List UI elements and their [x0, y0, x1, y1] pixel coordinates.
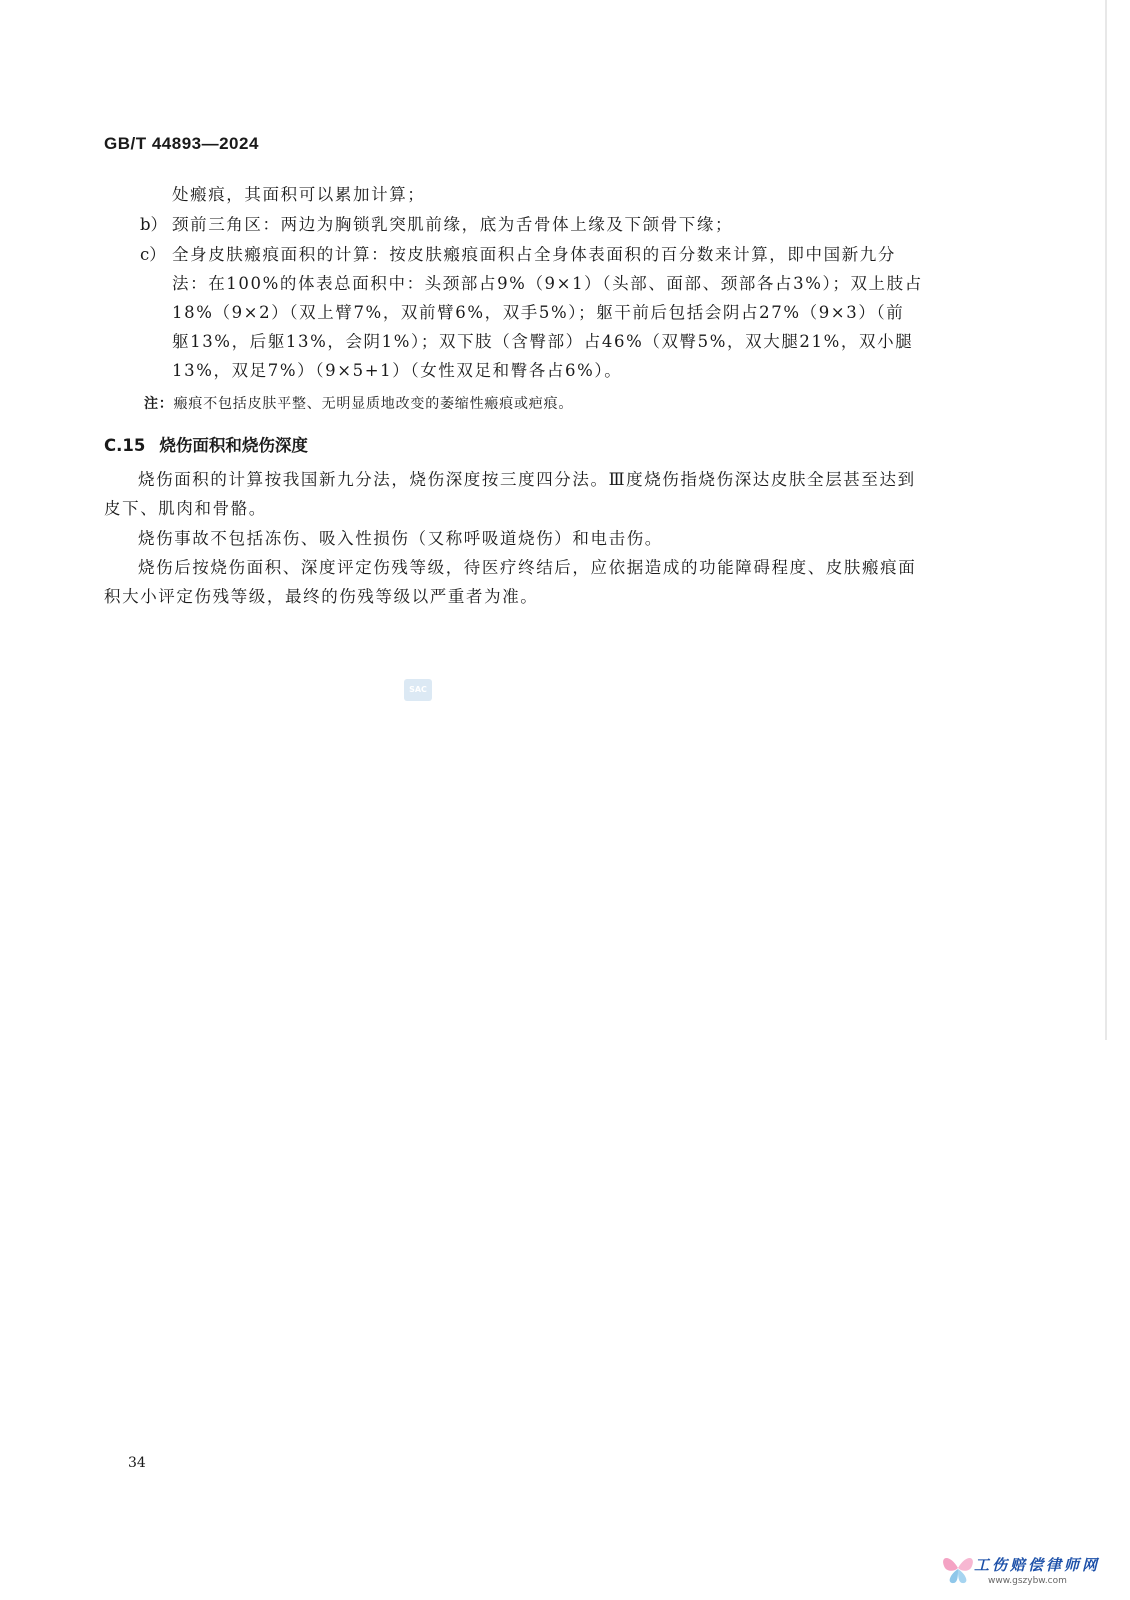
item-c-label: c）: [140, 245, 166, 264]
page-edge-shadow: [1105, 0, 1107, 1040]
note: [144, 393, 573, 413]
item-b-label: b）: [140, 215, 168, 234]
item-b-text: 颈前三角区：两边为胸锁乳突肌前缘，底为舌骨体上缘及下颌骨下缘；: [172, 215, 734, 234]
section-title: 烧伤面积和烧伤深度: [159, 436, 308, 455]
page-number: 34: [128, 1455, 146, 1471]
watermark-stamp-text: SAC: [409, 685, 427, 694]
item-c-line: 13%，双足7%）（9×5+1）（女性双足和臀各占6%）。: [172, 361, 623, 380]
section-heading: [104, 432, 308, 456]
site-branding[interactable]: [940, 1548, 1120, 1596]
site-url[interactable]: www.gszybw.com: [988, 1576, 1067, 1586]
paragraph-1-line-2: 皮下、肌肉和骨骼。: [104, 499, 267, 518]
watermark-stamp: [404, 679, 432, 701]
paragraph-1-line-1: 烧伤面积的计算按我国新九分法，烧伤深度按三度四分法。Ⅲ度烧伤指烧伤深达皮肤全层甚至达到: [138, 470, 916, 489]
note-text: 瘢痕不包括皮肤平整、无明显质地改变的萎缩性瘢痕或疤痕。: [173, 396, 574, 412]
paragraph-3-line-2: 积大小评定伤残等级，最终的伤残等级以严重者为准。: [104, 587, 539, 606]
section-number: C.15: [104, 436, 146, 455]
paragraph-2-line-1: 烧伤事故不包括冻伤、吸入性损伤（又称呼吸道烧伤）和电击伤。: [138, 529, 663, 548]
continuation-line: 处瘢痕，其面积可以累加计算；: [172, 185, 426, 204]
butterfly-logo-icon: [940, 1548, 976, 1588]
item-c-line: 全身皮肤瘢痕面积的计算：按皮肤瘢痕面积占全身体表面积的百分数来计算，即中国新九分: [172, 245, 896, 264]
item-c-line: 18%（9×2）（双上臂7%，双前臂6%，双手5%）；躯干前后包括会阴占27%（9×3）（前: [172, 303, 905, 322]
standard-number-header: GB/T 44893—2024: [104, 134, 259, 153]
site-title: 工伤赔偿律师网: [974, 1556, 1101, 1574]
note-label: 注：: [144, 396, 174, 412]
item-c-line: 躯13%，后躯13%，会阴1%）；双下肢（含臀部）占46%（双臀5%，双大腿21%，双小腿: [172, 332, 914, 351]
paragraph-3-line-1: 烧伤后按烧伤面积、深度评定伤残等级，待医疗终结后，应依据造成的功能障碍程度、皮肤瘢痕面: [138, 558, 917, 577]
item-c-line: 法：在100%的体表总面积中：头颈部占9%（9×1）（头部、面部、颈部各占3%）；双上肢占: [172, 274, 923, 293]
